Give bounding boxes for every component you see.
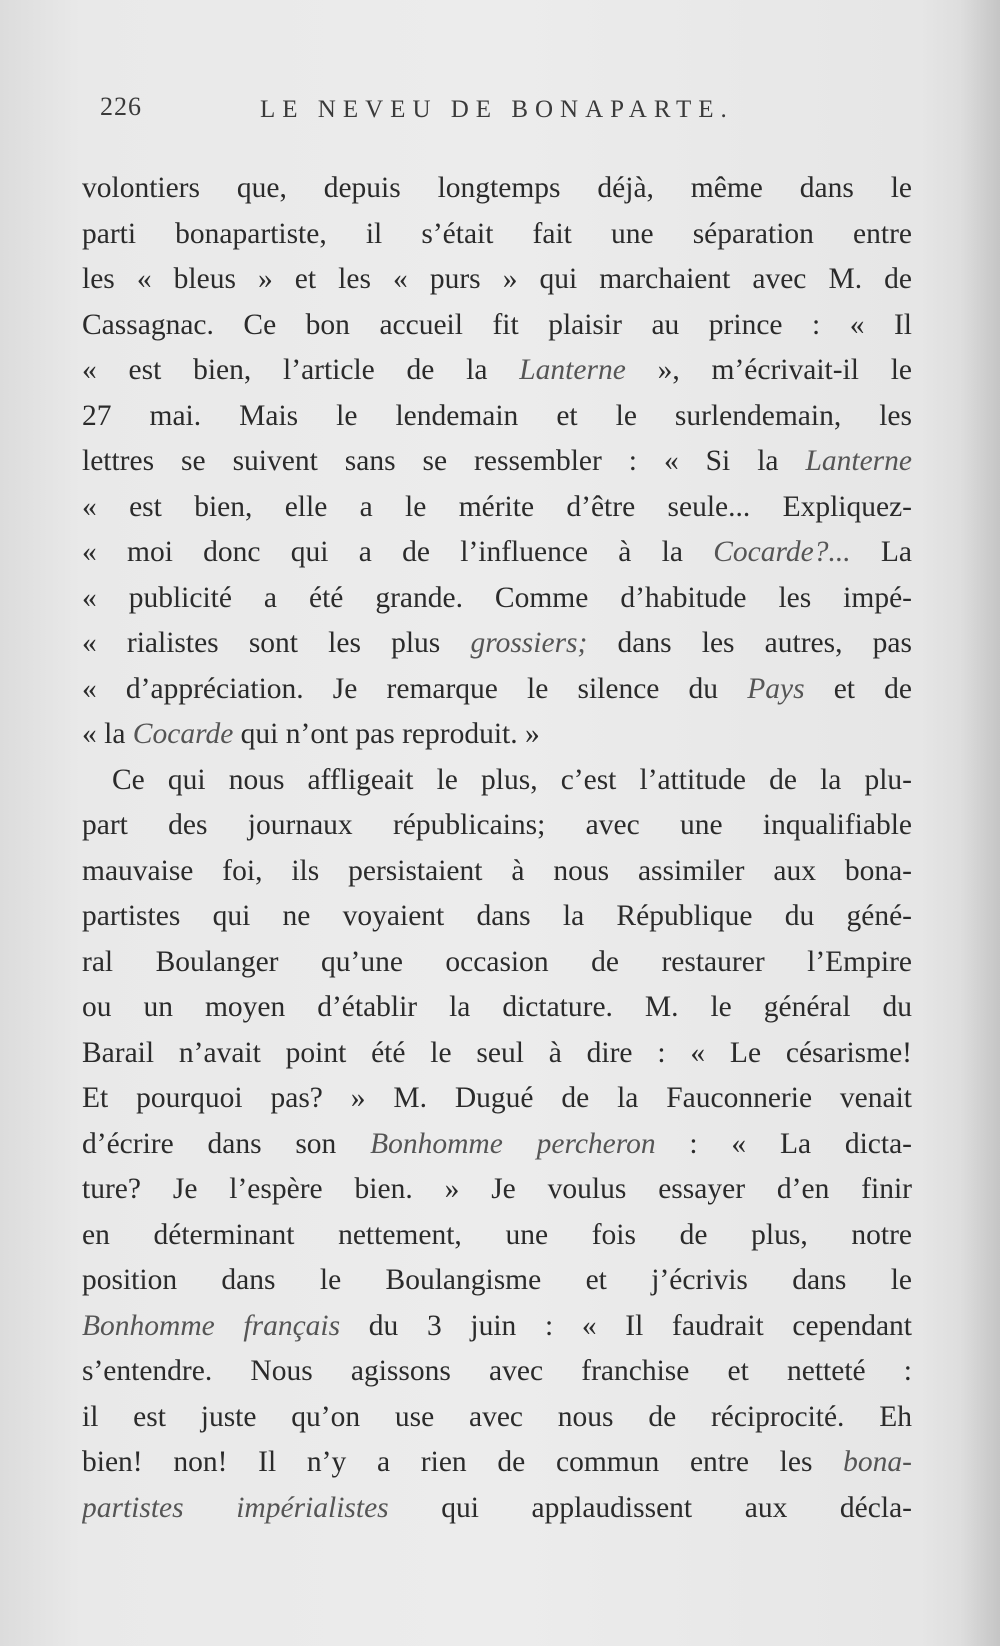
text-line xyxy=(82,1167,912,1213)
text-run: qui applaudissent aux décla- xyxy=(388,1491,912,1524)
page-number: 226 xyxy=(100,92,142,121)
text-line xyxy=(82,394,912,440)
text-line xyxy=(82,576,912,622)
text-line xyxy=(82,1395,912,1441)
text-run: qui n’ont pas reproduit. » xyxy=(233,718,540,750)
italic-title: grossiers; xyxy=(470,627,588,659)
italic-title: Lanterne xyxy=(519,354,626,386)
text-run: d’écrire dans son xyxy=(82,1127,371,1160)
text-run: ture? Je l’espère bien. » Je voulus essayer d’en finir xyxy=(82,1173,912,1205)
text-run: « d’appréciation. Je remarque le silence du xyxy=(82,672,748,705)
text-line xyxy=(82,712,912,758)
text-line xyxy=(82,894,912,940)
text-line xyxy=(82,667,912,713)
text-line xyxy=(82,530,912,576)
italic-title: Bonhomme français xyxy=(82,1309,341,1342)
text-run: « publicité a été grande. Comme d’habitude les impé- xyxy=(82,581,912,614)
text-line xyxy=(82,1258,912,1304)
body-text xyxy=(82,166,912,1531)
text-run: « est bien, elle a le mérite d’être seule... Expliquez- xyxy=(82,490,912,523)
italic-title: Lanterne xyxy=(805,445,912,477)
text-line xyxy=(82,1031,912,1077)
text-line xyxy=(82,940,912,986)
text-run: « la xyxy=(82,718,133,750)
italic-title: bona- xyxy=(843,1446,912,1478)
text-line xyxy=(82,985,912,1031)
text-run: Et pourquoi pas? » M. Dugué de la Fauconnerie venait xyxy=(82,1082,912,1114)
text-run: ou un moyen d’établir la dictature. M. le général du xyxy=(82,991,912,1023)
italic-title: Pays xyxy=(747,672,805,705)
text-line xyxy=(82,1213,912,1259)
text-run: : « La dicta- xyxy=(655,1127,912,1160)
text-run: bien! non! Il n’y a rien de commun entre les xyxy=(82,1446,844,1478)
text-line xyxy=(82,348,912,394)
text-run: dans les autres, pas xyxy=(587,627,912,659)
text-run: Ce qui nous affligeait le plus, c’est l’attitude de la plu- xyxy=(112,763,912,796)
italic-title: Cocarde?... xyxy=(713,536,851,568)
text-run: du 3 juin : « Il faudrait cependant xyxy=(340,1309,912,1342)
text-run: mauvaise foi, ils persistaient à nous assimiler aux bona- xyxy=(82,854,912,887)
text-line xyxy=(82,439,912,485)
text-run: position dans le Boulangisme et j’écrivis dans le xyxy=(82,1264,912,1296)
text-run: lettres se suivent sans se ressembler : « Si la xyxy=(82,445,806,477)
text-line xyxy=(82,303,912,349)
text-line xyxy=(82,621,912,667)
text-run: partistes qui ne voyaient dans la République du géné- xyxy=(82,900,912,932)
text-run: 27 mai. Mais le lendemain et le surlendemain, les xyxy=(82,399,912,432)
text-run: « moi donc qui a de l’influence à la xyxy=(82,536,714,568)
text-line xyxy=(82,1304,912,1350)
text-run: en déterminant nettement, une fois de plus, notre xyxy=(82,1218,912,1251)
text-run: Barail n’avait point été le seul à dire : « Le césarisme! xyxy=(82,1036,912,1069)
italic-title: Bonhomme percheron xyxy=(370,1127,656,1160)
text-run: « est bien, l’article de la xyxy=(82,354,520,386)
text-run: volontiers que, depuis longtemps déjà, même dans le xyxy=(82,172,912,204)
italic-title: Cocarde xyxy=(132,718,234,750)
text-line xyxy=(82,166,912,212)
text-line xyxy=(82,1122,912,1168)
text-line xyxy=(82,758,912,804)
text-line xyxy=(82,257,912,303)
text-run: s’entendre. Nous agissons avec franchise et netteté : xyxy=(82,1355,912,1387)
italic-title: partistes impérialistes xyxy=(82,1491,389,1524)
text-line xyxy=(82,485,912,531)
text-line xyxy=(82,803,912,849)
text-line xyxy=(82,1076,912,1122)
text-run: ral Boulanger qu’une occasion de restaurer l’Empire xyxy=(82,945,912,978)
text-line xyxy=(82,212,912,258)
text-run: part des journaux républicains; avec une inqualifiable xyxy=(82,809,912,841)
text-run: La xyxy=(850,536,912,568)
text-run: parti bonapartiste, il s’était fait une séparation entre xyxy=(82,217,912,250)
text-line xyxy=(82,1349,912,1395)
page-header xyxy=(100,92,920,132)
text-run: « rialistes sont les plus xyxy=(82,627,471,659)
text-line xyxy=(82,849,912,895)
text-line xyxy=(82,1440,912,1486)
text-run: », m’écrivait-il le xyxy=(625,354,912,386)
text-run: il est juste qu’on use avec nous de réciprocité. Eh xyxy=(82,1400,912,1433)
text-run: Cassagnac. Ce bon accueil fit plaisir au prince : « Il xyxy=(82,308,912,341)
text-line xyxy=(82,1486,912,1532)
running-title: LE NEVEU DE BONAPARTE. xyxy=(260,96,734,123)
text-run: et de xyxy=(804,672,912,705)
text-run: les « bleus » et les « purs » qui marchaient avec M. de xyxy=(82,263,912,295)
